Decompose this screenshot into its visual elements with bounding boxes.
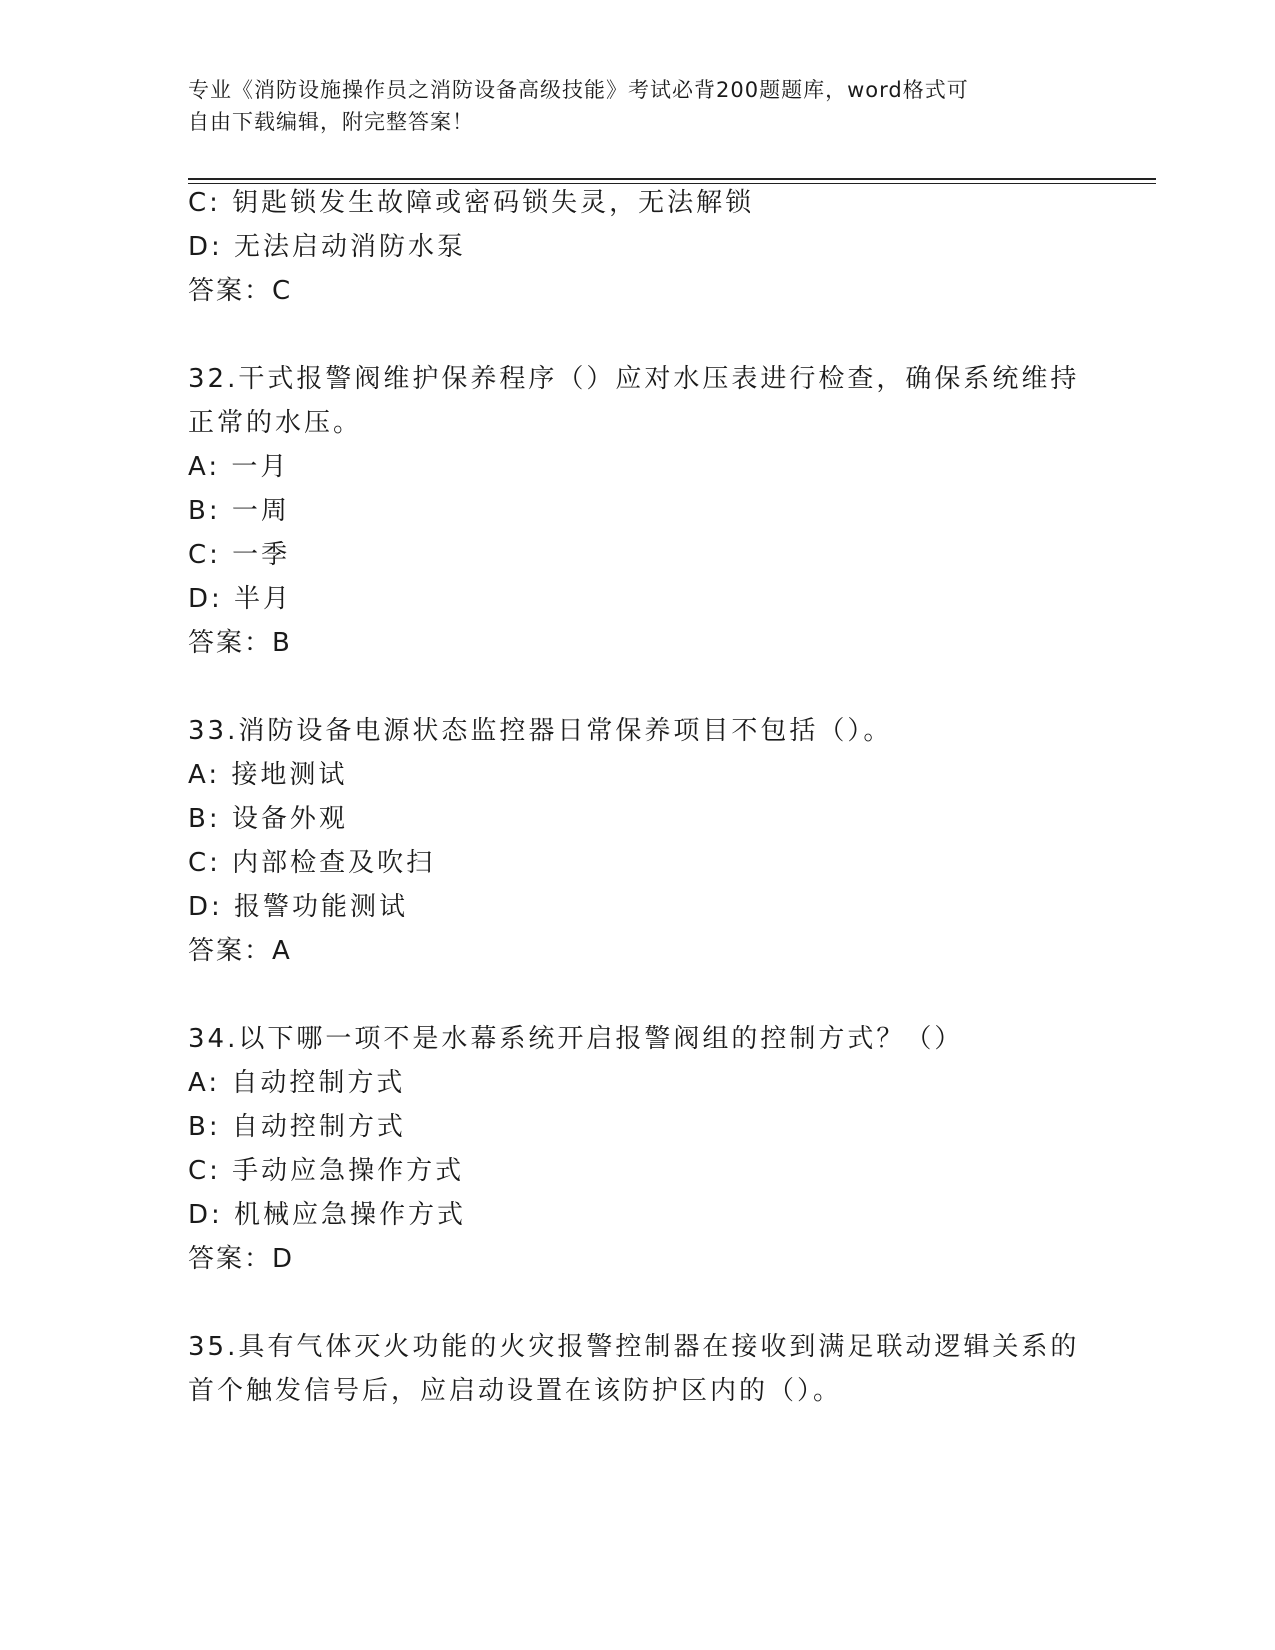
- q32-option-b: B: 一周: [188, 496, 290, 526]
- prev-answer: 答案：C: [188, 276, 293, 306]
- q32-stem-line-2: 正常的水压。: [188, 408, 363, 438]
- q35-stem-line-1: 35.具有气体灭火功能的火灾报警控制器在接收到满足联动逻辑关系的: [188, 1332, 1080, 1362]
- q33-option-c: C: 内部检查及吹扫: [188, 848, 436, 878]
- q32-stem-line-1: 32.干式报警阀维护保养程序（）应对水压表进行检查，确保系统维持: [188, 364, 1080, 394]
- document-header: [188, 74, 1068, 138]
- q34-stem: 34.以下哪一项不是水幕系统开启报警阀组的控制方式？（）: [188, 1024, 964, 1054]
- q32-answer: 答案：B: [188, 628, 292, 658]
- q33-option-d: D: 报警功能测试: [188, 892, 409, 922]
- q32-option-a: A: 一月: [188, 452, 290, 482]
- q33-stem: 33.消防设备电源状态监控器日常保养项目不包括（）。: [188, 716, 893, 746]
- q32-option-c: C: 一季: [188, 540, 291, 570]
- q34-option-d: D: 机械应急操作方式: [188, 1200, 467, 1230]
- header-divider-thin: [188, 183, 1156, 184]
- header-line-1: 专业《消防设施操作员之消防设备高级技能》考试必背200题题库，word格式可: [188, 78, 969, 102]
- prev-option-c: C: 钥匙锁发生故障或密码锁失灵，无法解锁: [188, 188, 755, 218]
- q34-option-c: C: 手动应急操作方式: [188, 1156, 465, 1186]
- q34-option-a: A: 自动控制方式: [188, 1068, 406, 1098]
- q33-option-b: B: 设备外观: [188, 804, 348, 834]
- q35-stem-line-2: 首个触发信号后，应启动设置在该防护区内的（）。: [188, 1376, 843, 1406]
- q33-option-a: A: 接地测试: [188, 760, 348, 790]
- prev-option-d: D: 无法启动消防水泵: [188, 232, 467, 262]
- q34-option-b: B: 自动控制方式: [188, 1112, 406, 1142]
- header-line-2: 自由下载编辑，附完整答案！: [188, 110, 474, 134]
- header-divider-thick: [188, 178, 1156, 180]
- q34-answer: 答案：D: [188, 1244, 295, 1274]
- q32-option-d: D: 半月: [188, 584, 293, 614]
- q33-answer: 答案：A: [188, 936, 292, 966]
